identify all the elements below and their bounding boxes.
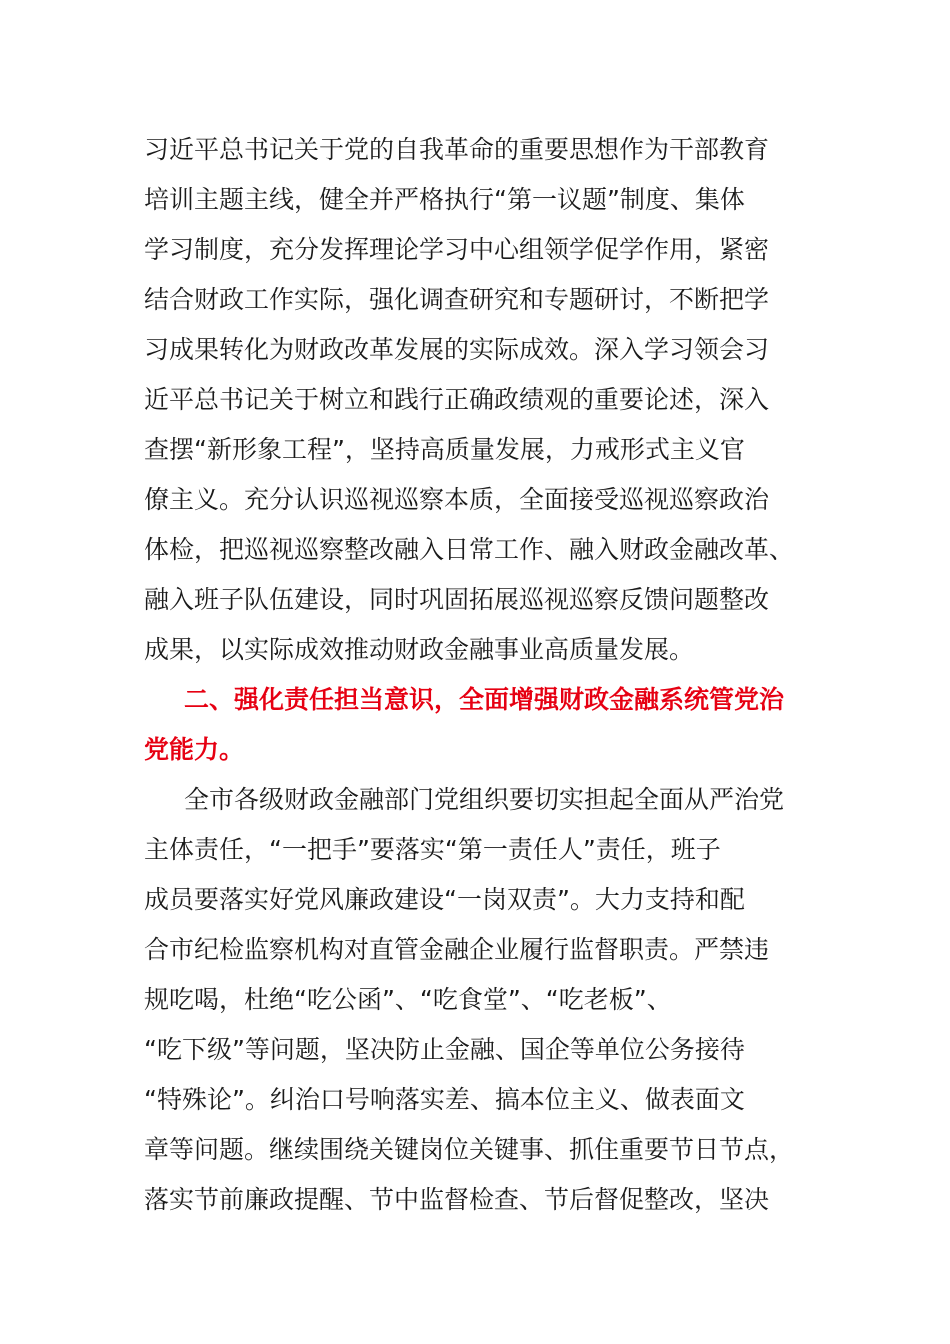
body-text-line: 体检，把巡视巡察整改融入日常工作、融入财政金融改革、	[144, 535, 795, 564]
body-text-line: 落实节前廉政提醒、节中监督检查、节后督促整改，坚决	[144, 1185, 770, 1214]
body-text-line: 规吃喝，杜绝“吃公函”、“吃食堂”、“吃老板”、	[144, 985, 672, 1014]
body-text-line: “吃下级”等问题，坚决防止金融、国企等单位公务接待	[144, 1035, 745, 1064]
body-text-line: 全市各级财政金融部门党组织要切实担起全面从严治党	[184, 785, 785, 814]
body-text-line: 习成果转化为财政改革发展的实际成效。深入学习领会习	[144, 335, 770, 364]
body-text-line: 僚主义。充分认识巡视巡察本质，全面接受巡视巡察政治	[144, 485, 770, 514]
body-text-line: 章等问题。继续围绕关键岗位关键事、抓住重要节日节点，	[144, 1135, 795, 1164]
body-text-line: 习近平总书记关于党的自我革命的重要思想作为干部教育	[144, 135, 770, 164]
section-heading-line: 党能力。	[144, 735, 245, 764]
body-text-line: 查摆“新形象工程”，坚持高质量发展，力戒形式主义官	[144, 435, 745, 464]
section-heading-line: 二、强化责任担当意识，全面增强财政金融系统管党治	[184, 685, 785, 714]
body-text-line: 近平总书记关于树立和践行正确政绩观的重要论述，深入	[144, 385, 770, 414]
body-text-line: 合市纪检监察机构对直管金融企业履行监督职责。严禁违	[144, 935, 770, 964]
body-text-line: 融入班子队伍建设，同时巩固拓展巡视巡察反馈问题整改	[144, 585, 770, 614]
body-text-line: 结合财政工作实际，强化调查研究和专题研讨，不断把学	[144, 285, 770, 314]
body-text-line: 成员要落实好党风廉政建设“一岗双责”。大力支持和配	[144, 885, 745, 914]
body-text-line: 培训主题主线，健全并严格执行“第一议题”制度、集体	[144, 185, 745, 214]
body-text-line: 主体责任，“一把手”要落实“第一责任人”责任，班子	[144, 835, 721, 864]
body-text-line: 成果，以实际成效推动财政金融事业高质量发展。	[144, 635, 695, 664]
body-text-line: 学习制度，充分发挥理论学习中心组领学促学作用，紧密	[144, 235, 770, 264]
body-text-line: “特殊论”。纠治口号响落实差、搞本位主义、做表面文	[144, 1085, 745, 1114]
